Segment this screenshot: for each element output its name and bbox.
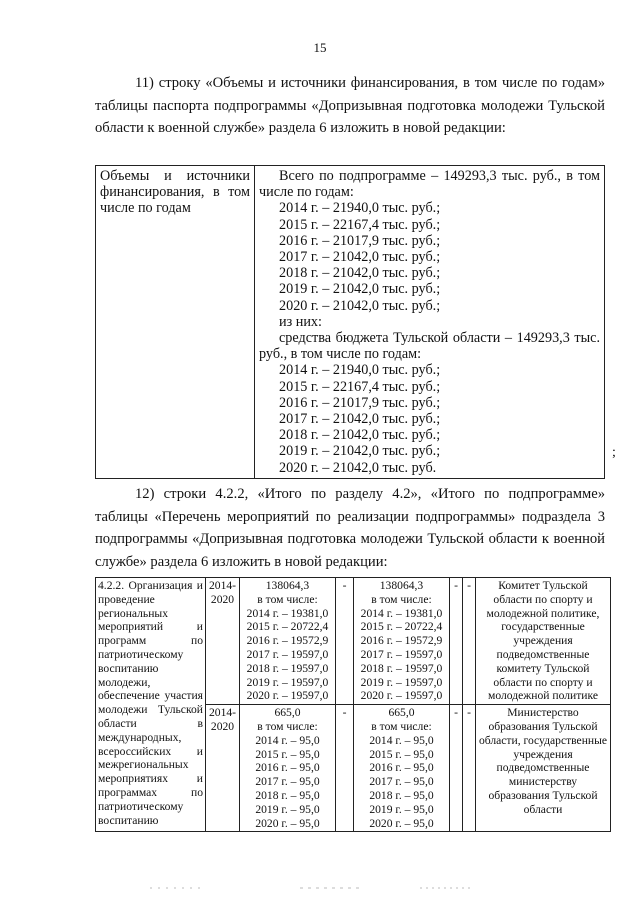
amount: 2017 г. – 19597,0 [360,647,443,661]
amount: 2019 г. – 95,0 [255,802,320,816]
amount: 2018 г. – 95,0 [255,788,320,802]
measures-table [95,577,611,832]
passport-value-cell [255,166,605,479]
federal-cell: - [336,705,354,832]
year-total-line: 2018 г. – 21042,0 тыс. руб.; [279,265,441,282]
year-total-line: 2016 г. – 21017,9 тыс. руб.; [279,232,441,249]
amount: 2020 г. – 19597,0 [246,689,329,703]
executor-cell: Комитет Тульской области по спорту и молодежной политике, государственные учреждения подведомственные комитету Тульской области по спорту и молодежной политике [476,578,611,705]
year-budget-line: 2014 г. – 21940,0 тыс. руб.; [279,362,441,379]
year-budget-line: 2018 г. – 21042,0 тыс. руб.; [279,427,441,444]
amount: 2014 г. – 19381,0 [360,606,443,620]
amount: 665,0 [274,706,301,720]
scan-edge-marks [0,885,640,891]
passport-table [95,165,605,479]
amount: 2020 г. – 95,0 [255,816,320,830]
year-budget-line: 2015 г. – 22167,4 тыс. руб.; [279,378,441,395]
amount: в том числе: [371,592,432,606]
amount: в том числе: [257,719,318,733]
amount: 665,0 [388,706,415,720]
amount: 138064,3 [379,579,424,592]
year-total-line: 2019 г. – 21042,0 тыс. руб.; [279,281,441,298]
amount: 2015 г. – 20722,4 [246,620,329,634]
amount: 2017 г. – 19597,0 [246,647,329,661]
amount: 2016 г. – 95,0 [255,761,320,775]
amount: 2014 г. – 95,0 [255,733,320,747]
amount: 2018 г. – 95,0 [369,788,434,802]
of-them-line: из них: [279,313,322,330]
year-total-line: 2017 г. – 21042,0 тыс. руб.; [279,249,441,266]
amount: 2014 г. – 95,0 [369,733,434,747]
year-budget-line: 2020 г. – 21042,0 тыс. руб. [279,459,437,476]
amount: 2018 г. – 19597,0 [246,661,329,675]
amount: 2015 г. – 20722,4 [360,620,443,634]
amount: 2020 г. – 19597,0 [360,689,443,703]
amount: 2019 г. – 19597,0 [246,675,329,689]
amount: 2017 г. – 95,0 [369,775,434,789]
year-budget-line: 2019 г. – 21042,0 тыс. руб.; [279,443,441,460]
trailing-semicolon: ; [612,445,616,460]
regional-cell [354,705,450,832]
year-total-line: 2020 г. – 21042,0 тыс. руб.; [279,297,441,314]
total-cell [240,578,336,705]
budget-line: средства бюджета Тульской области – 149293,3 тыс. руб., в том числе по годам: [259,330,600,363]
other-cell: - [463,578,476,705]
period-cell: 2014-2020 [206,705,240,832]
page-number: 15 [313,40,327,55]
amount: 2016 г. – 19572,9 [246,634,329,648]
total-cell [240,705,336,832]
executor-cell: Министерство образования Тульской области, государственные учреждения подведомственные министерству образования Тульской области [476,705,611,832]
other-cell: - [463,705,476,832]
paragraph-12-text: 12) строки 4.2.2, «Итого по разделу 4.2», «Итого по подпрограмме» таблицы «Перечень мероприятий по реализации подпрограммы» подраздела 3 подпрограммы «Допризывная подготовка молодежи Тульской области к военной службе» раздела 6 изложить в новой редакции: [95,486,605,570]
year-total-line: 2014 г. – 21940,0 тыс. руб.; [279,200,441,217]
federal-cell: - [336,578,354,705]
municipal-cell: - [450,578,463,705]
amount: 2019 г. – 19597,0 [360,675,443,689]
amount: 2018 г. – 19597,0 [360,661,443,675]
table-row [96,578,611,705]
amount: 138064,3 [265,579,310,592]
amount: 2015 г. – 95,0 [369,747,434,761]
amount: 2014 г. – 19381,0 [246,606,329,620]
amount: 2016 г. – 19572,9 [360,634,443,648]
amount: в том числе: [257,592,318,606]
paragraph-12 [95,483,605,573]
amount: 2016 г. – 95,0 [369,761,434,775]
year-total-line: 2015 г. – 22167,4 тыс. руб.; [279,216,441,233]
amount: 2019 г. – 95,0 [369,802,434,816]
passport-label-cell: Объемы и источники финансирования, в том числе по годам [96,166,255,479]
amount: в том числе: [371,719,432,733]
year-budget-line: 2017 г. – 21042,0 тыс. руб.; [279,411,441,428]
amount: 2017 г. – 95,0 [255,775,320,789]
paragraph-11-text: 11) строку «Объемы и источники финансирования, в том числе по годам» таблицы паспорта подпрограммы «Допризывная подготовка молодежи Тульской области к военной службе» раздела 6 изложить в новой редакции: [95,75,605,136]
total-line: Всего по подпрограмме – 149293,3 тыс. руб., в том числе по годам: [259,168,600,201]
measure-name-cell: 4.2.2. Организация и проведение региональных мероприятий и программ по патриотическому воспитанию молодежи, обеспечение участия молодежи Тульской области в международных, всероссийских и межрегиональных мероприятиях и программах по патриотическому воспитанию [96,578,206,832]
amount: 2020 г. – 95,0 [369,816,434,830]
paragraph-11 [95,72,605,140]
amount: 2015 г. – 95,0 [255,747,320,761]
municipal-cell: - [450,705,463,832]
regional-cell [354,578,450,705]
period-cell: 2014-2020 [206,578,240,705]
passport-row [96,166,605,479]
year-budget-line: 2016 г. – 21017,9 тыс. руб.; [279,394,441,411]
